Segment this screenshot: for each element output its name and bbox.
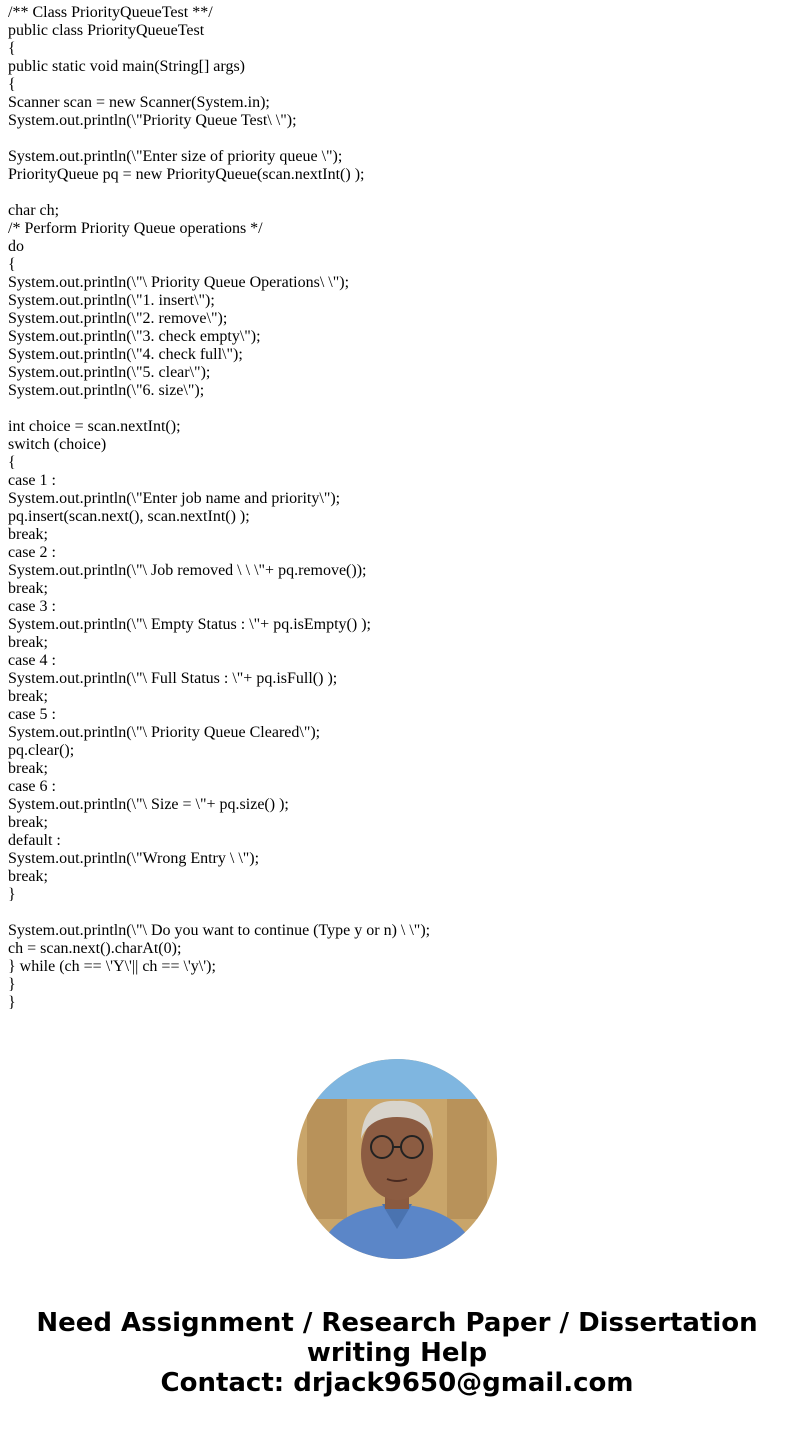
code-line: break; xyxy=(8,526,48,543)
code-line: System.out.println(\"2. remove\"); xyxy=(8,310,228,327)
code-line: ch = scan.next().charAt(0); xyxy=(8,940,182,957)
code-line: default : xyxy=(8,832,61,849)
code-line: break; xyxy=(8,868,48,885)
code-line: case 3 : xyxy=(8,598,56,615)
code-line: System.out.println(\"Enter job name and priority\"); xyxy=(8,490,341,507)
code-line: } xyxy=(8,976,16,993)
code-line: case 1 : xyxy=(8,472,56,489)
code-line: { xyxy=(8,454,16,471)
code-line: PriorityQueue pq = new PriorityQueue(scan.nextInt() ); xyxy=(8,166,365,183)
code-line: System.out.println(\"3. check empty\"); xyxy=(8,328,261,345)
code-line xyxy=(8,184,430,202)
code-line: switch (choice) xyxy=(8,436,107,453)
code-line: } xyxy=(8,994,16,1011)
code-line: public class PriorityQueueTest xyxy=(8,22,205,39)
author-photo xyxy=(297,1059,497,1259)
code-line: System.out.println(\"\ Empty Status : \"+ pq.isEmpty() ); xyxy=(8,616,371,633)
code-line: { xyxy=(8,40,16,57)
code-listing xyxy=(8,4,430,1012)
code-line: System.out.println(\"6. size\"); xyxy=(8,382,205,399)
code-line: case 5 : xyxy=(8,706,56,723)
code-line xyxy=(8,130,430,148)
code-line: public static void main(String[] args) xyxy=(8,58,245,75)
code-line: System.out.println(\"Priority Queue Test\ \"); xyxy=(8,112,297,129)
code-line xyxy=(8,904,430,922)
code-line: System.out.println(\"5. clear\"); xyxy=(8,364,211,381)
code-line: pq.insert(scan.next(), scan.nextInt() ); xyxy=(8,508,250,525)
code-line: System.out.println(\"Enter size of priority queue \"); xyxy=(8,148,343,165)
code-line: System.out.println(\"\ Size = \"+ pq.size() ); xyxy=(8,796,289,813)
code-line xyxy=(8,400,430,418)
code-line: /** Class PriorityQueueTest **/ xyxy=(8,4,213,21)
code-line: case 2 : xyxy=(8,544,56,561)
code-line: System.out.println(\"\ Do you want to continue (Type y or n) \ \"); xyxy=(8,922,431,939)
code-line: break; xyxy=(8,634,48,651)
contact-email: Contact: drjack9650@gmail.com xyxy=(160,1368,634,1398)
code-line: case 4 : xyxy=(8,652,56,669)
code-line: System.out.println(\"Wrong Entry \ \"); xyxy=(8,850,260,867)
code-line: do xyxy=(8,238,24,255)
code-line: break; xyxy=(8,814,48,831)
code-line: int choice = scan.nextInt(); xyxy=(8,418,181,435)
code-line: System.out.println(\"4. check full\"); xyxy=(8,346,243,363)
code-line: } while (ch == \'Y\'|| ch == \'y\'); xyxy=(8,958,216,975)
code-line: Scanner scan = new Scanner(System.in); xyxy=(8,94,270,111)
code-line: System.out.println(\"\ Job removed \ \ \"+ pq.remove()); xyxy=(8,562,367,579)
code-line: { xyxy=(8,76,16,93)
code-line: char ch; xyxy=(8,202,60,219)
code-line: } xyxy=(8,886,16,903)
code-line: break; xyxy=(8,580,48,597)
code-line: /* Perform Priority Queue operations */ xyxy=(8,220,263,237)
code-line: case 6 : xyxy=(8,778,56,795)
code-line: { xyxy=(8,256,16,273)
code-line: System.out.println(\"1. insert\"); xyxy=(8,292,215,309)
help-text: Need Assignment / Research Paper / Dissertation writing Help xyxy=(36,1308,758,1368)
code-line: System.out.println(\"\ Full Status : \"+ pq.isFull() ); xyxy=(8,670,338,687)
code-line: System.out.println(\"\ Priority Queue Cleared\"); xyxy=(8,724,321,741)
contact-banner xyxy=(0,1308,794,1398)
code-line: System.out.println(\"\ Priority Queue Operations\ \"); xyxy=(8,274,350,291)
code-line: pq.clear(); xyxy=(8,742,75,759)
code-line: break; xyxy=(8,688,48,705)
code-line: break; xyxy=(8,760,48,777)
